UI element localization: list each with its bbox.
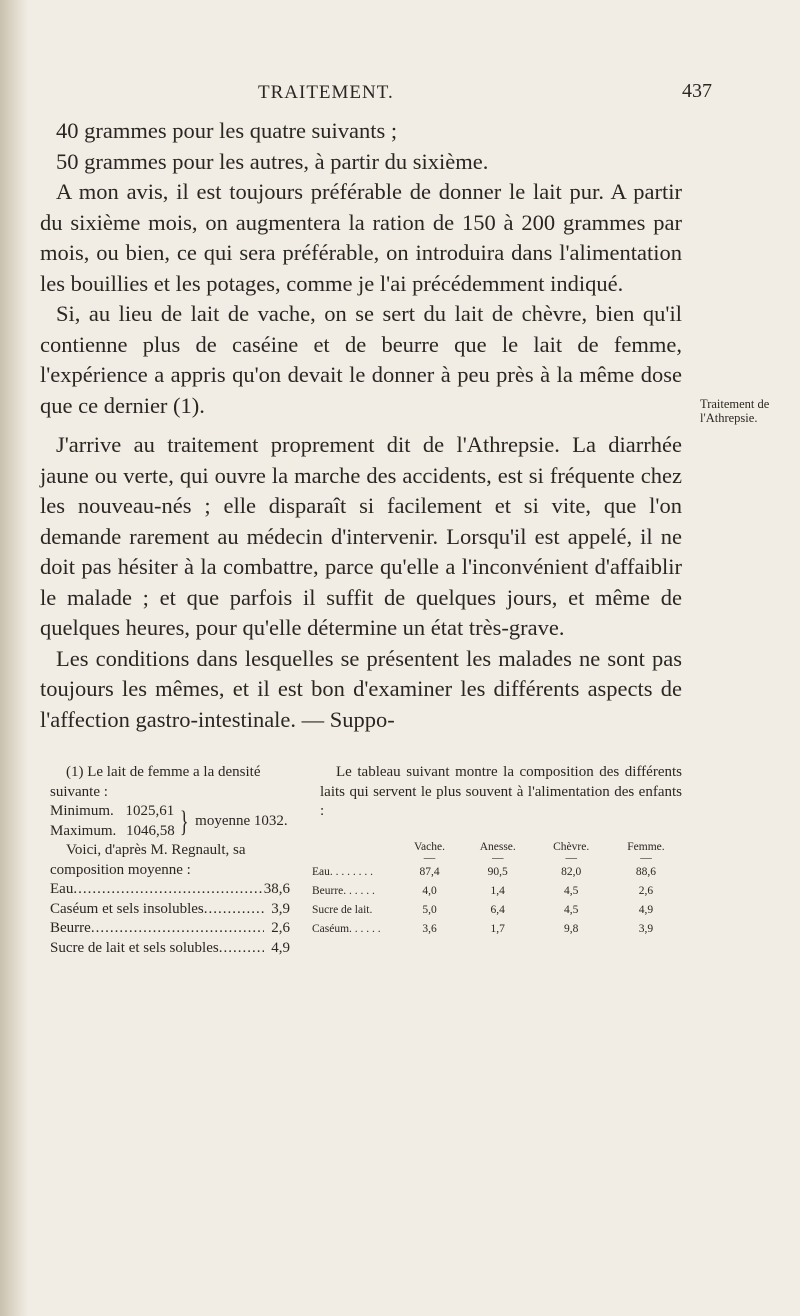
paragraph-lait-chevre: Si, au lieu de lait de vache, on se sert du lait de chèvre, bien qu'il contienne plus de caséine et de beurre que le lait de femme, l'expérience a appris qu'on devait le donner à peu près à la même dose que ce dernier (1). bbox=[40, 301, 682, 418]
column-header-chevre: Chèvre. bbox=[553, 841, 590, 853]
minimum-label: Minimum. bbox=[50, 803, 114, 819]
page-header bbox=[0, 82, 800, 108]
milk-table-dash-row bbox=[312, 854, 684, 862]
maximum-value: 1046,58 bbox=[126, 822, 175, 839]
running-head: TRAITEMENT. bbox=[258, 82, 394, 103]
density-minimum bbox=[50, 802, 175, 822]
table-cell: 88,6 bbox=[635, 865, 657, 878]
brace-glyph: } bbox=[179, 804, 189, 838]
body-line-2: 50 grammes pour les autres, à partir du sixième. bbox=[56, 148, 489, 174]
paragraph-athrepsie: J'arrive au traitement proprement dit de l'Athrepsie. La diarrhée jaune ou verte, qui ouvre la marche des accidents, est si fréquente chez les nouveau-nés ; elle disparaît si facilement et si vite, que l'on demande rarement au médecin d'intervenir. Lorsqu'il est appelé, il ne doit pas hésiter à la combattre, parce qu'elle a l'inconvénient d'affaiblir le malade ; et que parfois il suffit de quelques jours, et même de quelques heures, pour qu'elle détermine un état très-grave. bbox=[40, 432, 682, 640]
milk-table-corner bbox=[312, 840, 398, 854]
maximum-label: Maximum. bbox=[50, 822, 117, 839]
leader-dots bbox=[219, 939, 264, 959]
table-cell: 4,5 bbox=[564, 903, 579, 916]
regnault-intro: Voici, d'après M. Regnault, sa composition moyenne : bbox=[50, 842, 246, 878]
margin-note: Traitement de l'Athrepsie. bbox=[700, 397, 770, 425]
milk-table-intro: Le tableau suivant montre la composition des différents laits qui servent le plus souvent à l'alimentation des enfants : bbox=[320, 764, 682, 819]
page-binding-shadow bbox=[0, 0, 28, 1316]
table-row bbox=[312, 881, 684, 900]
table-cell: 1,7 bbox=[490, 922, 505, 935]
table-cell: 3,6 bbox=[422, 922, 437, 935]
composition-label: Beurre bbox=[50, 920, 91, 936]
density-maximum bbox=[50, 822, 175, 842]
footnote-milk-table bbox=[320, 763, 682, 822]
row-label: Beurre. . . . . . bbox=[312, 884, 375, 897]
composition-row bbox=[50, 900, 290, 920]
leader-dots bbox=[73, 880, 263, 900]
dash-mark: — bbox=[565, 852, 577, 864]
column-header-anesse: Anesse. bbox=[479, 841, 516, 853]
table-cell: 6,4 bbox=[490, 903, 505, 916]
table-cell: 2,6 bbox=[638, 884, 654, 897]
composition-value: 38,6 bbox=[263, 881, 290, 897]
paragraph-conditions: Les conditions dans lesquelles se présentent les malades ne sont pas toujours les mêmes, et il est bon d'examiner les différents aspects de l'affection gastro-intestinale. — Suppo- bbox=[40, 645, 682, 732]
composition-value: 2,6 bbox=[271, 920, 290, 936]
table-row bbox=[312, 862, 684, 881]
composition-label: Caséum et sels insolubles bbox=[50, 900, 204, 917]
table-cell: 4,5 bbox=[564, 884, 579, 897]
table-cell: 1,4 bbox=[490, 884, 505, 897]
column-header-vache: Vache. bbox=[414, 841, 445, 853]
table-cell: 3,9 bbox=[638, 922, 654, 935]
footnote-density bbox=[50, 763, 290, 958]
body-line-1: 40 grammes pour les quatre suivants ; bbox=[56, 118, 398, 143]
main-text bbox=[40, 116, 682, 735]
table-cell: 90,5 bbox=[487, 865, 508, 878]
row-label: Sucre de lait. bbox=[312, 903, 373, 916]
composition-value: 3,9 bbox=[271, 900, 290, 917]
table-row bbox=[312, 919, 684, 938]
table-cell: 9,8 bbox=[564, 922, 579, 935]
density-moyenne: moyenne 1032. bbox=[195, 812, 288, 829]
page-number: 437 bbox=[682, 80, 712, 102]
composition-row bbox=[50, 939, 290, 959]
column-header-femme: Femme. bbox=[627, 841, 665, 853]
composition-list bbox=[50, 880, 290, 958]
dash-mark: — bbox=[491, 852, 504, 864]
row-label: Caséum. . . . . . bbox=[312, 922, 381, 935]
leader-dots bbox=[91, 919, 264, 939]
composition-value: 4,9 bbox=[271, 939, 290, 956]
density-extremes bbox=[50, 802, 290, 841]
table-cell: 87,4 bbox=[419, 865, 440, 878]
composition-row bbox=[50, 919, 290, 939]
dash-mark: — bbox=[423, 852, 436, 864]
milk-composition-table bbox=[312, 840, 684, 938]
composition-label: Sucre de lait et sels solubles bbox=[50, 939, 219, 956]
table-row bbox=[312, 900, 684, 919]
minimum-value: 1025,61 bbox=[125, 803, 175, 819]
table-cell: 4,0 bbox=[422, 884, 437, 897]
table-cell: 5,0 bbox=[422, 903, 437, 916]
composition-label: Eau bbox=[50, 881, 74, 897]
footnote-intro: (1) Le lait de femme a la densité suivante : bbox=[50, 764, 261, 800]
paragraph-lait-pur: A mon avis, il est toujours préférable de donner le lait pur. A partir du sixième mois, on augmentera la ration de 150 à 200 grammes par mois, ou bien, ce qui sera préférable, on introduira dans l'alimentation les bouillies et les potages, comme je l'ai précédemment indiqué. bbox=[40, 179, 682, 296]
composition-row bbox=[50, 880, 290, 900]
dash-mark: — bbox=[640, 852, 652, 864]
table-cell: 4,9 bbox=[638, 903, 654, 916]
leader-dots bbox=[204, 900, 264, 920]
row-label: Eau. . . . . . . . bbox=[312, 865, 374, 878]
table-cell: 82,0 bbox=[561, 865, 582, 878]
